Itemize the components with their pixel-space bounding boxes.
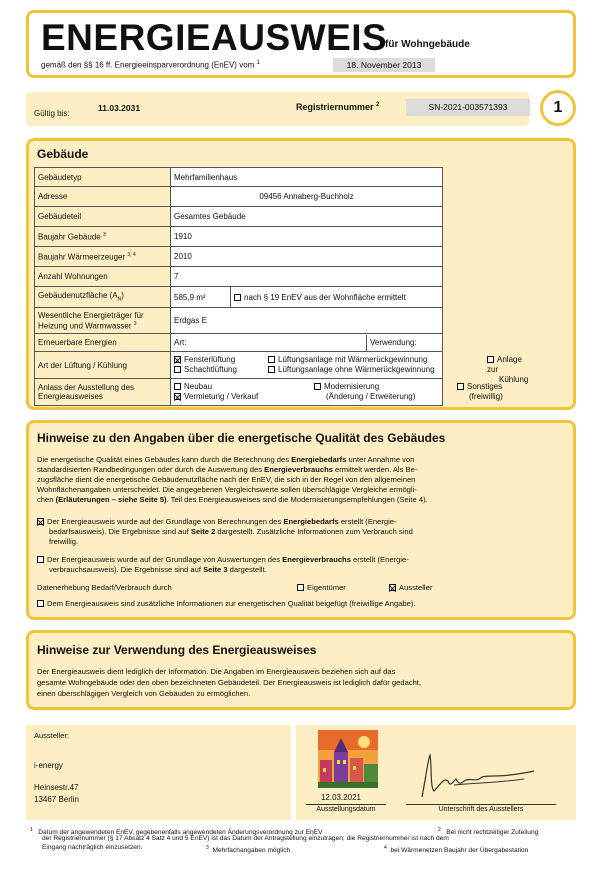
issue-date-caption: Ausstellungsdatum	[316, 806, 376, 813]
hint-text: Der Energieausweis wurde auf der Grundlage von Berechnungen des	[47, 517, 284, 526]
header-box	[26, 10, 576, 78]
building-table	[34, 167, 529, 406]
registration-number: SN-2021-003571393	[406, 99, 530, 116]
row-label: Art der Lüftung / Kühlung	[35, 352, 171, 379]
hint-line	[37, 455, 567, 465]
footnote-mark: 3	[206, 845, 209, 851]
usage-line: gesamte Wohngebäude oder den oben bezeichneten Gebäudeteil. Der Energieausweis ist lediglich dafür gedacht,	[37, 678, 422, 687]
law-footnote-mark: 1	[256, 60, 260, 66]
table-row	[35, 379, 443, 406]
energy-carrier-value: Erdgas E	[171, 308, 443, 334]
quality-hints-title: Hinweise zu den Angaben über die energetische Qualität des Gebäudes	[37, 431, 446, 445]
demand-option-cont	[49, 527, 567, 537]
table-row	[35, 287, 443, 308]
option-label: Dem Energieausweis sind zusätzliche Informationen zur energetischen Qualität beigefügt (freiwillige Angabe).	[47, 599, 416, 608]
footnote-mark: 1	[30, 827, 33, 833]
issuer-option[interactable]	[389, 583, 432, 593]
registration-label	[296, 102, 379, 112]
ventilation-options	[171, 352, 529, 384]
hint-bold: Seite 3	[203, 565, 228, 574]
demand-option-cont: freiwillig.	[49, 537, 79, 546]
option-label: Schachtlüftung	[184, 365, 237, 374]
row-label: Anlass der Ausstellung des Energieausweises	[35, 379, 171, 406]
ventilation-option-shaft[interactable]	[174, 365, 237, 375]
checkbox-unchecked[interactable]	[487, 356, 494, 363]
reason-option-rent-sale[interactable]	[174, 392, 258, 402]
checkbox-unchecked[interactable]	[174, 383, 181, 390]
page-number-badge: 1	[540, 90, 576, 126]
hint-line: zugsfläche dient die energetische Gebäudenutzfläche nach der EnEV, die sich in der Regel von den allgemeinen	[37, 475, 416, 484]
table-row	[35, 308, 443, 334]
hint-text: erstellt (Energie-	[338, 517, 397, 526]
footnote-text: Bei nicht rechtzeitiger Zuteilung	[446, 829, 539, 837]
footnote-mark: 3, 4	[127, 251, 136, 258]
handwritten-signature	[414, 747, 544, 802]
hint-text: standardisierten Randbedingungen oder durch die Auswertung des	[37, 465, 265, 474]
row-label	[35, 247, 171, 267]
registration-footnote-mark: 2	[376, 102, 380, 108]
hint-text: dargestellt. Zusätzliche Informationen zum Verbrauch sind	[215, 527, 413, 536]
reason-options	[171, 379, 503, 406]
footnote-mark: 4	[384, 845, 387, 851]
usage-line: Der Energieausweis dient lediglich der Information. Die Angaben im Energieausweis beziehen sich auf das	[37, 667, 396, 676]
row-label-text: Wesentliche Energieträger für Heizung und Warmwasser	[38, 310, 144, 331]
checkbox-checked[interactable]	[37, 518, 44, 525]
usage-line: einen überschlägigen Vergleich von Gebäuden zu ermöglichen.	[37, 689, 251, 698]
hint-line: Wohnflächenangaben unterscheidet. Die angegebenen Vergleichswerte sollen überschlägige Vergleiche ermögli-	[37, 485, 417, 494]
demand-option[interactable]	[37, 517, 567, 527]
building-type-value: Mehrfamilienhaus	[171, 168, 443, 187]
hint-text: verbrauchsausweis). Die Ergebnisse sind auf	[49, 565, 204, 574]
option-label: Eigentümer	[307, 583, 346, 592]
option-label: Neubau	[184, 382, 213, 391]
hint-bold: Energieverbrauchs	[264, 465, 333, 474]
footnote-text: Mehrfachangaben möglich	[212, 847, 291, 855]
footnote-text: Datum der angewendeten EnEV, gegebenenfalls angewendeten Änderungsverordnung zur EnEV	[38, 829, 323, 837]
table-row	[35, 267, 443, 287]
address-value: 09456 Annaberg-Buchholz	[171, 187, 443, 207]
consumption-option-cont	[49, 565, 567, 575]
option-label: (freiwillig)	[469, 392, 503, 401]
footnote-4	[384, 844, 528, 856]
footnote-1-cont: der Registriernummer (§ 17 Absatz 4 Satz 4 und 5 EnEV) ist das Datum der Antragstellung einzutragen; die Registriernummer ist nach dem	[42, 835, 449, 842]
hint-text: chen	[37, 495, 56, 504]
ventilation-option-window[interactable]	[174, 355, 235, 365]
option-label: Lüftungsanlage ohne Wärmerückgewinnung	[278, 365, 435, 374]
usage-hints-section	[26, 630, 576, 710]
issuer-city: 13467 Berlin	[34, 795, 79, 804]
data-collection-label: Datenerhebung Bedarf/Verbrauch durch	[37, 583, 172, 592]
table-row	[35, 207, 443, 227]
option-label: Sonstiges	[467, 382, 503, 391]
building-section	[26, 138, 576, 410]
row-label: Gebäudetyp	[35, 168, 171, 187]
row-label	[35, 308, 171, 334]
quality-hints-section	[26, 420, 576, 620]
document-title: ENERGIEAUSWEIS	[41, 17, 388, 58]
footnote-mark: 3	[133, 320, 137, 327]
renewable-type: Art:	[171, 335, 367, 351]
footnote-2	[438, 826, 538, 838]
document-subtitle: für Wohngebäude	[385, 39, 470, 50]
reason-option-modernization[interactable]	[314, 382, 415, 402]
option-label: Kühlung	[499, 375, 529, 384]
hint-text: unter Annahme von	[346, 455, 415, 464]
ventilation-option-cooling[interactable]	[487, 355, 528, 385]
building-section-title: Gebäude	[37, 147, 89, 161]
option-label: Fensterlüftung	[184, 355, 236, 364]
table-row	[35, 227, 443, 247]
option-label: Aussteller	[399, 583, 433, 592]
consumption-option[interactable]	[37, 555, 567, 565]
issuer-name: i-energy	[34, 761, 63, 770]
building-illustration-image	[318, 730, 378, 788]
valid-until-label: Gültig bis:	[34, 109, 70, 118]
law-reference	[41, 60, 260, 70]
ventilation-option-with-recovery[interactable]	[268, 355, 427, 365]
hint-text: dargestellt.	[227, 565, 267, 574]
checkbox-unchecked[interactable]	[234, 294, 241, 301]
hint-text: Die energetische Qualität eines Gebäudes kann durch die Berechnung des	[37, 455, 292, 464]
build-year-value: 1910	[171, 227, 443, 247]
table-row	[35, 352, 443, 379]
checkbox-unchecked[interactable]	[268, 366, 275, 373]
floor-area-value: 585,9 m²	[171, 287, 231, 308]
hint-bold: (Erläuterungen – siehe Seite 5)	[55, 495, 167, 504]
checkbox-unchecked[interactable]	[37, 600, 44, 607]
heater-year-value: 2010	[171, 247, 443, 267]
hint-text: erstellt (Energie-	[350, 555, 409, 564]
hint-bold: Seite 2	[190, 527, 216, 536]
issuer-label: Aussteller:	[34, 731, 70, 740]
law-text: gemäß den §§ 16 ff. Energieeinsparverordnung (EnEV) vom	[41, 60, 255, 70]
valid-until-value: 11.03.2031	[98, 103, 141, 113]
hint-bold: Energiebedarfs	[283, 517, 339, 526]
checkbox-unchecked[interactable]	[268, 356, 275, 363]
signature-area	[296, 725, 576, 820]
usage-hints-title: Hinweise zur Verwendung des Energieausweises	[37, 643, 317, 657]
footnote-text: bei Wärmenetzen Baujahr der Übergabestation	[390, 847, 529, 855]
option-label: (Änderung / Erweiterung)	[326, 392, 416, 401]
table-row	[35, 247, 443, 267]
renewable-usage: Verwendung:	[370, 338, 417, 347]
reason-option-other[interactable]	[457, 382, 503, 402]
enev-date: 18. November 2013	[333, 58, 435, 72]
row-label	[35, 287, 171, 308]
building-part-value: Gesamtes Gebäude	[171, 207, 443, 227]
table-row	[35, 187, 443, 207]
hint-line	[37, 465, 567, 475]
hint-bold: Energieverbrauchs	[282, 555, 351, 564]
option-label: Lüftungsanlage mit Wärmerückgewinnung	[278, 355, 428, 364]
apartments-value: 7	[171, 267, 443, 287]
footnote-3	[206, 844, 290, 856]
checkbox-unchecked[interactable]	[314, 383, 321, 390]
floor-area-option-label: nach § 19 EnEV aus der Wohnfläche ermittelt	[244, 292, 406, 302]
hint-text: Der Energieausweis wurde auf der Grundlage von Auswertungen des	[47, 555, 283, 564]
row-label-text: Baujahr Gebäude	[38, 232, 101, 242]
reason-option-new[interactable]	[174, 382, 212, 392]
divider	[306, 804, 386, 805]
option-label: Vermietung / Verkauf	[184, 392, 259, 401]
row-label: Anzahl Wohnungen	[35, 267, 171, 287]
option-label: Anlage zur	[487, 355, 522, 374]
row-label-text: Baujahr Wärmeerzeuger	[38, 252, 126, 262]
checkbox-checked[interactable]	[389, 584, 396, 591]
footnote-mark: 3	[102, 231, 106, 238]
additional-info-option[interactable]	[37, 599, 567, 609]
row-label-end: )	[121, 291, 124, 301]
registration-label-text: Registriernummer	[296, 102, 374, 112]
table-row	[35, 168, 443, 187]
row-label: Adresse	[35, 187, 171, 207]
ventilation-option-without-recovery[interactable]	[268, 365, 435, 375]
row-label: Erneuerbare Energien	[35, 334, 171, 352]
issuer-box	[26, 725, 291, 820]
issue-date: 12.03.2021	[320, 793, 362, 802]
issuer-street: Heinsestr.47	[34, 783, 79, 792]
hint-text: . Teil des Energieausweises sind die Modernisierungsempfehlungen (Seite 4).	[166, 495, 428, 504]
row-label-sub: N	[117, 296, 122, 303]
signature-caption: Unterschrift des Ausstellers	[438, 806, 524, 813]
footnote-1-cont: Eingang nachträglich einzusetzen.	[42, 844, 143, 851]
footnote-mark: 2	[438, 827, 441, 833]
hint-bold: Energiebedarfs	[291, 455, 347, 464]
validity-strip	[26, 92, 529, 126]
checkbox-unchecked[interactable]	[297, 584, 304, 591]
table-row	[35, 334, 443, 352]
row-label-text: Gebäudenutzfläche (A	[38, 291, 118, 301]
row-label	[35, 227, 171, 247]
hint-line	[37, 495, 567, 505]
row-label: Gebäudeteil	[35, 207, 171, 227]
checkbox-unchecked[interactable]	[457, 383, 464, 390]
hint-text: bedarfsausweis). Die Ergebnisse sind auf	[49, 527, 191, 536]
checkbox-unchecked[interactable]	[37, 556, 44, 563]
checkbox-checked[interactable]	[174, 393, 181, 400]
option-label: Modernisierung	[324, 382, 380, 391]
renewable-cells	[171, 334, 443, 352]
hint-text: ermittelt werden. Als Be-	[332, 465, 418, 474]
checkbox-checked[interactable]	[174, 356, 181, 363]
divider	[406, 804, 556, 805]
floor-area-option[interactable]	[231, 287, 443, 308]
owner-option[interactable]	[297, 583, 346, 593]
checkbox-unchecked[interactable]	[174, 366, 181, 373]
